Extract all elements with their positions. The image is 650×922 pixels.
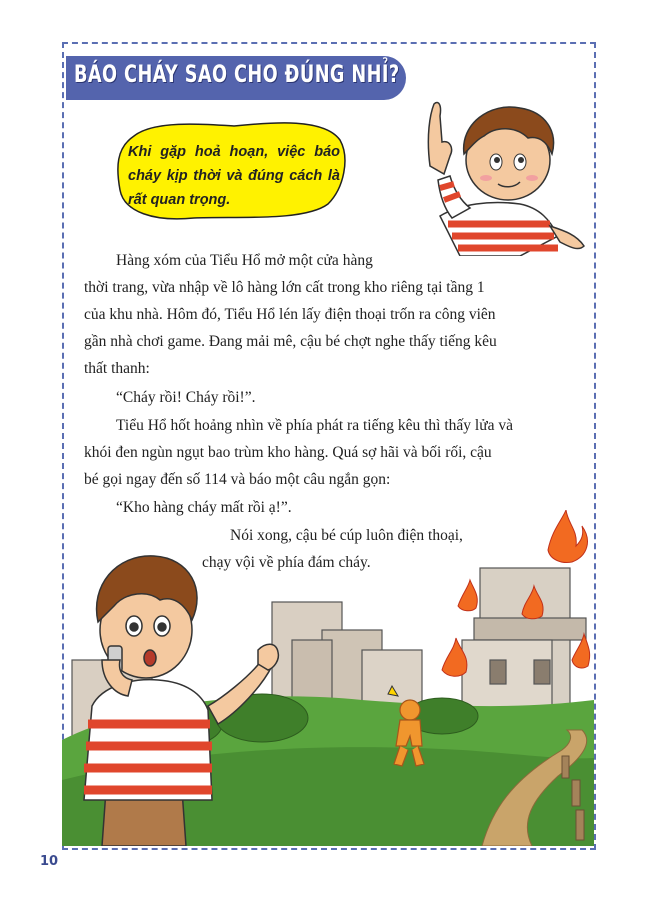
- page-title: BÁO CHÁY SAO CHO ĐÚNG NHỈ?: [74, 60, 400, 88]
- text-line: khói đen ngùn ngụt bao trùm kho hàng. Quá sợ hãi và bối rối, cậu: [84, 444, 492, 461]
- text-line: chạy vội về phía đám cháy.: [202, 554, 371, 571]
- fire-scene-illustration: [62, 510, 594, 846]
- text-line: bé gọi ngay đến số 114 và báo một câu ngắn gọn:: [84, 471, 391, 488]
- text-line: Nói xong, cậu bé cúp luôn điện thoại,: [230, 527, 463, 544]
- boy-pointing-illustration: [400, 96, 590, 256]
- quote-line: “Kho hàng cháy mất rồi ạ!”.: [116, 499, 292, 516]
- bubble-text: Khi gặp hoả hoạn, việc báo cháy kịp thời và đúng cách là rất quan trọng.: [128, 144, 340, 208]
- burning-building-icon: [462, 568, 586, 720]
- page-number: 10: [40, 854, 59, 869]
- quote-line: “Cháy rồi! Cháy rồi!”.: [116, 389, 256, 406]
- text-line: của khu nhà. Hôm đó, Tiểu Hổ lén lấy điện thoại trốn ra công viên: [84, 306, 496, 323]
- text-line: thất thanh:: [84, 360, 150, 377]
- text-line: thời trang, vừa nhập về lô hàng lớn cất trong kho riêng tại tầng 1: [84, 279, 485, 296]
- text-line: Hàng xóm của Tiểu Hổ mở một cửa hàng: [116, 252, 373, 269]
- text-line: gần nhà chơi game. Đang mải mê, cậu bé chợt nghe thấy tiếng kêu: [84, 333, 497, 350]
- text-line: Tiểu Hổ hốt hoảng nhìn về phía phát ra tiếng kêu thì thấy lửa và: [116, 417, 513, 434]
